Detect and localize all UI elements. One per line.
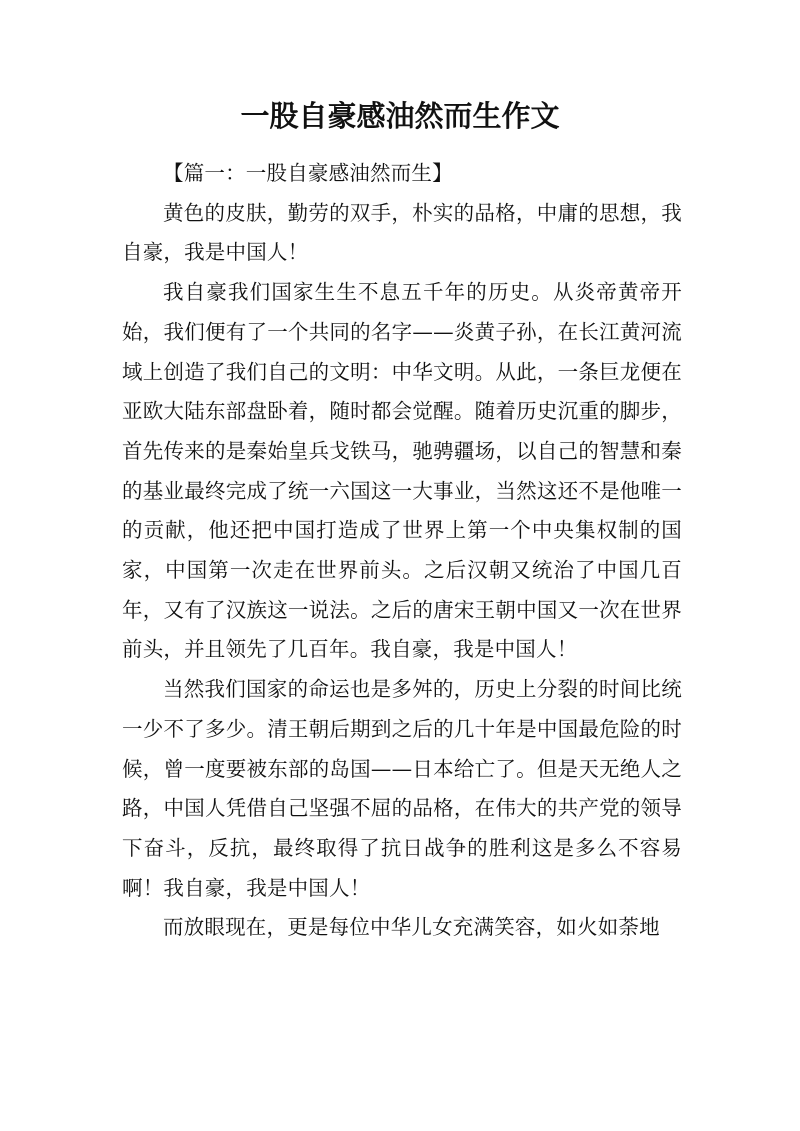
document-body [122,154,682,948]
paragraph-3: 当然我们国家的命运也是多舛的，历史上分裂的时间比统一少不了多少。清王朝后期到之后的几十年是中国最危险的时候，曾一度要被东部的岛国——日本给亡了。但是天无绝人之路，中国人凭借自己坚强不屈的品格，在伟大的共产党的领导下奋斗，反抗，最终取得了抗日战争的胜利这是多么不容易啊！我自豪，我是中国人！ [122,677,682,900]
section-heading: 【篇一：一股自豪感油然而生】 [163,161,453,185]
paragraph-2: 我自豪我们国家生生不息五千年的历史。从炎帝黄帝开始，我们便有了一个共同的名字——炎黄子孙，在长江黄河流域上创造了我们自己的文明：中华文明。从此，一条巨龙便在亚欧大陆东部盘卧着，随时都会觉醒。随着历史沉重的脚步，首先传来的是秦始皇兵戈铁马，驰骋疆场，以自己的智慧和秦的基业最终完成了统一六国这一大事业，当然这还不是他唯一的贡献，他还把中国打造成了世界上第一个中央集权制的国家，中国第一次走在世界前头。之后汉朝又统治了中国几百年，又有了汉族这一说法。之后的唐宋王朝中国又一次在世界前头，并且领先了几百年。我自豪，我是中国人！ [122,280,682,662]
paragraph-4: 而放眼现在，更是每位中华儿女充满笑容，如火如荼地 [163,915,660,940]
paragraph-1: 黄色的皮肤，勤劳的双手，朴实的品格，中庸的思想，我自豪，我是中国人！ [122,200,682,265]
document-title: 一股自豪感油然而生作文 [240,99,560,133]
